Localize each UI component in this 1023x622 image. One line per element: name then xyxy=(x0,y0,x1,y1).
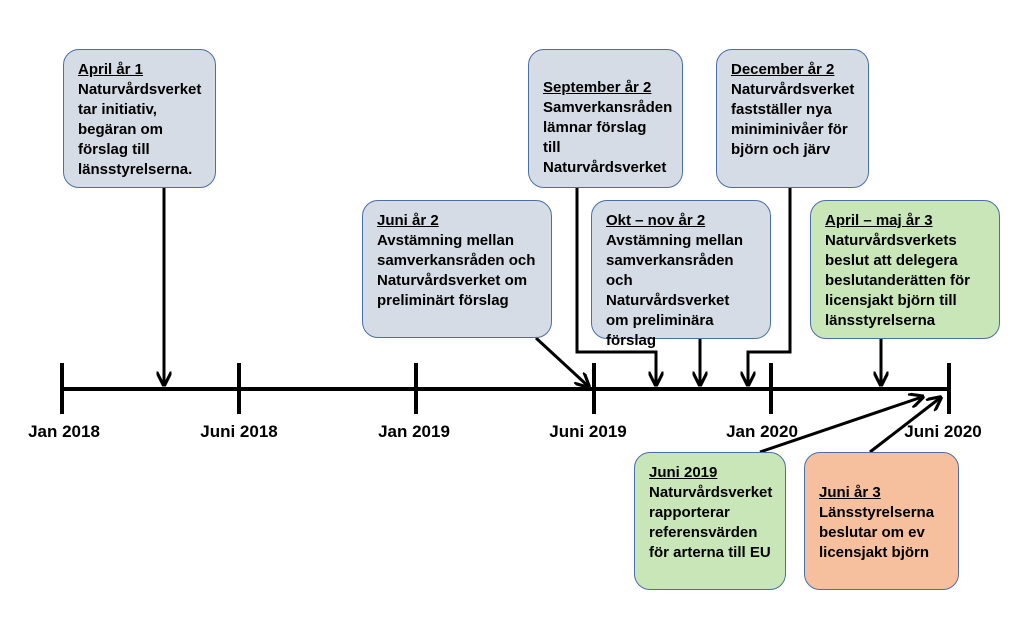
event-date: April – maj år 3 xyxy=(825,212,933,229)
event-box-april-ar-1 xyxy=(63,49,216,188)
event-date: September år 2 xyxy=(543,79,652,96)
arrow-juni-ar-2 xyxy=(536,338,588,386)
event-text: Länsstyrelserna beslutar om ev licensjakt björn xyxy=(819,504,935,561)
event-box-juni-ar-2 xyxy=(362,200,552,338)
event-text: Naturvårdsverket tar initiativ, begäran om förslag till länsstyrelserna. xyxy=(78,81,202,178)
tick-label-juni-2019: Juni 2019 xyxy=(549,422,627,441)
event-date: Juni år 3 xyxy=(819,484,881,501)
tick-label-juni-2020: Juni 2020 xyxy=(904,422,982,441)
event-box-juni-ar-3 xyxy=(804,452,959,590)
event-box-september-ar-2 xyxy=(528,49,683,188)
event-box-okt-nov-ar-2 xyxy=(591,200,771,349)
tick-label-jan-2020: Jan 2020 xyxy=(726,422,798,441)
tick-label-juni-2018: Juni 2018 xyxy=(200,422,278,441)
event-box-juni-2019 xyxy=(634,452,786,590)
event-text: Samverkansråden lämnar förslag till Naturvårdsverket xyxy=(543,99,673,176)
tick-label-jan-2019: Jan 2019 xyxy=(378,422,450,441)
tick-label-jan-2018: Jan 2018 xyxy=(28,422,100,441)
event-date: April år 1 xyxy=(78,61,144,78)
event-text: Avstämning mellan samverkansråden och Naturvårdsverket om preliminära förslag xyxy=(606,232,743,349)
event-text: Naturvårdsverket rapporterar referensvärden för arterna till EU xyxy=(649,484,773,561)
event-text: Avstämning mellan samverkansråden och Naturvårdsverket om preliminärt förslag xyxy=(377,232,536,309)
event-box-april-maj-ar-3 xyxy=(810,200,1000,339)
event-date: Juni 2019 xyxy=(649,464,718,481)
event-date: Okt – nov år 2 xyxy=(606,212,706,229)
event-date: December år 2 xyxy=(731,61,835,78)
event-box-december-ar-2 xyxy=(716,49,869,188)
event-date: Juni år 2 xyxy=(377,212,439,229)
event-text: Naturvårdsverkets beslut att delegera beslutanderätten för licensjakt björn till länsstyrelserna xyxy=(825,232,971,329)
event-text: Naturvårdsverket fastställer nya miniminivåer för björn och järv xyxy=(731,81,855,158)
